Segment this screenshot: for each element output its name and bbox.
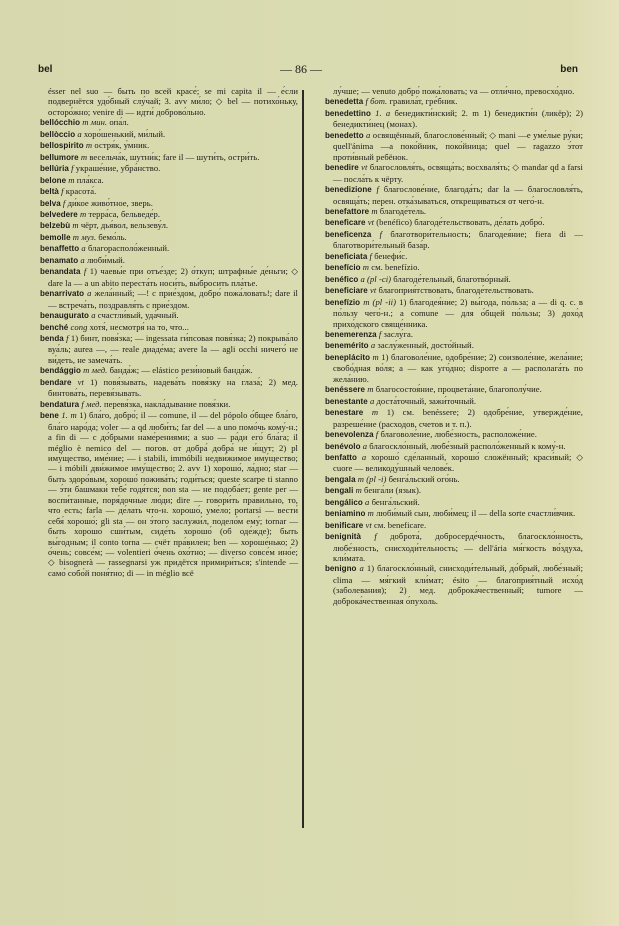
dictionary-entry [325,108,583,130]
grammar-label: f [369,250,372,261]
definition-text: благословля́ть, освяща́ть; восхваля́ть; ◇ mandar qd a farsi — посла́ть к чёрту. [333,162,583,184]
definition-text: терра́са, бельведе́р. [88,208,161,219]
definition-text: лу́чше; — venuto добро́ пожа́ловать; va — отли́чно, превосхо́дно. [333,86,575,96]
dictionary-entry [40,186,298,197]
column-divider [302,90,304,828]
definition-text: гравила́т, гре́бник. [389,96,458,107]
grammar-label: vt [77,376,84,387]
headword: beneficare [325,218,366,228]
definition-text: украше́ние, убра́нство. [75,163,161,174]
headword: benemerenza [325,329,377,339]
grammar-label: a [359,563,364,574]
grammar-label: m мед. [83,365,108,376]
dictionary-entry [40,333,298,365]
grammar-label: cong [70,321,88,332]
definition-text: ди́кое живо́тное, зверь. [67,197,153,208]
definition-text: благоскло́нный, любе́зный располо́женный к кому́-н. [369,440,566,451]
headword: beneficiare [325,286,368,296]
headword: benefattore [325,206,370,216]
dictionary-entry [40,117,298,128]
grammar-label: f [66,332,69,343]
headword: benda [40,333,64,343]
grammar-label: vt [367,217,375,228]
dictionary-entry [40,255,298,266]
dictionary-entry [40,243,298,254]
grammar-label: 1. m [61,410,77,421]
dictionary-entry [40,220,298,231]
dictionary-entry [325,508,583,519]
definition-text: благоде́тельный, благотво́рный. [393,273,511,284]
dictionary-entry [325,563,583,606]
dictionary-entry [325,407,583,429]
definition-text: 1) повя́зывать, надева́ть повя́зку на глаза́; 2) мед. бинтова́ть, перевя́зывать. [48,376,298,399]
headword: benestante [325,396,368,406]
headword: bellúria [40,164,69,174]
headword: benaffetto [40,244,80,254]
page-number: — 86 — [280,62,322,76]
grammar-label: a [365,496,370,507]
headword: bene [40,411,59,421]
grammar-label: m [72,220,79,231]
headword: beneficenza [325,229,372,239]
grammar-label: a [91,310,96,321]
grammar-label: f [378,328,382,339]
dictionary-entry [325,340,583,351]
headword: benamato [40,255,79,265]
definition-text: 1) благодея́ние; 2) вы́года, по́льза; a — di q. c. в по́льзу чего́-н.; a comune — для о́бщей по́льзы; 3) дохо́д прихо́дского свяще́нника. [333,296,583,329]
dictionary-entry [40,288,298,310]
dictionary-entry [40,163,298,174]
headword: belva [40,198,61,208]
grammar-label: m (pl -ii) [363,296,397,307]
definition-text: хоро́шенький, ми́лый. [83,128,166,139]
dictionary-entry [40,365,298,376]
definition-text: перевя́зка, накла́дывание повя́зки. [103,398,231,409]
grammar-label: m [367,508,374,519]
grammar-label: a [361,451,367,462]
dictionary-entry [325,206,583,217]
grammar-label: f [61,186,64,197]
headword: bellospirito [40,141,84,151]
definition-text: благотвори́тельность; благодея́ние; fiera di — благотвори́тельный база́р. [333,228,583,251]
dictionary-entry [325,429,583,440]
dictionary-entry [40,129,298,140]
dictionary-entry [325,262,583,273]
definition-text: хотя́, несмотря́ на то, что... [89,321,189,332]
grammar-label: a [366,129,371,140]
dictionary-entry [40,322,298,333]
dictionary-entry [325,531,583,563]
definition-text: бенедикти́нский; 2. m 1) бенедикти́н (ликёр); 2) бенедикти́нец (монах). [333,107,584,130]
headword: benefício [325,263,361,273]
grammar-label: a [77,128,82,139]
headword: bemolle [40,232,71,242]
grammar-label: a [369,395,375,406]
definition-text: (benéfico) благоде́тельствовать, де́лать добро́. [376,217,545,228]
headword: belvedere [40,209,78,219]
headword: bendatura [40,399,80,409]
dictionary-entry [325,396,583,407]
grammar-label: vt [370,285,377,296]
grammar-label: m [371,407,379,418]
definition-text: пла́кса. [76,174,104,185]
headword: benché [40,322,69,332]
headword: benedetta [325,97,364,107]
grammar-label: f мед. [81,398,102,409]
definition-text: заслу́женный, досто́йный. [377,340,474,351]
grammar-label: m мин. [82,117,108,128]
headword: bengálico [325,497,363,507]
headword: benedettino [325,108,371,118]
headword: benificare [325,520,364,530]
right-guide-word: ben [560,64,578,75]
grammar-label: f [83,266,87,277]
dictionary-entry [325,485,583,496]
definition-text: благоде́тель. [379,205,427,216]
headword: beniamino [325,509,366,519]
definition-text: бемо́ль. [98,231,127,242]
headword: bellumore [40,152,79,162]
definition-text: люби́мый сын, люби́мец; il — della sorte счастли́вчик. [376,508,576,519]
dictionary-entry [325,352,583,384]
headword: benevolenza [325,430,374,440]
grammar-label: m [367,384,374,395]
headword: benedetto [325,130,364,140]
definition-text: красота́. [65,186,97,197]
page-header [38,64,578,78]
grammar-label: m [372,351,379,362]
headword: benaugurato [40,311,89,321]
dictionary-entry [40,209,298,220]
definition-text: 1) бинт, повя́зка; — ingessata ги́псовая повя́зка; 2) покрыва́ло вуа́ль; aurea —, — reale диаде́ма; avere la — agli occhi ничего́ не ви́деть, не замеча́ть. [48,332,298,365]
definition-text: счастли́вый, уда́чный. [97,310,179,321]
grammar-label: vt [365,519,372,530]
definition-text: ésser nel suo — быть по всей красе́; se mi capita il — е́сли подвернётся удо́бный слу́чай; 3. avv ми́ло; ◇ bel — потихо́ньку, осторо́жно; venire di — идти́ доброво́льно. [48,86,298,117]
dictionary-entry [325,497,583,508]
grammar-label: a [81,243,86,254]
grammar-label: f бот. [365,96,388,107]
definition-text: чёрт, дья́вол, вельзеву́л. [80,220,169,231]
dictionary-entry [325,285,583,296]
left-guide-word: bel [38,64,53,75]
dictionary-entry [40,198,298,209]
grammar-label: m [85,140,93,151]
definition-text: благослове́ние, благода́ть; dar la — благословля́ть, освяща́ть; перен. отка́зываться, открещиваться от чего́-н. [333,184,583,206]
dictionary-entry [40,377,298,399]
definition-text: благосостоя́ние, процвета́ние, благополу́чие. [375,384,542,395]
dictionary-entry [325,217,583,228]
headword: beneficiata [325,251,368,261]
headword: bellòccio [40,129,76,139]
definition-text: бенга́льский. [371,496,420,507]
headword: benévolo [325,441,361,451]
dictionary-entry [325,184,583,206]
definition-text: весельча́к, шутни́к; fare il — шути́ть, остри́ть. [89,151,260,162]
headword: belone [40,175,67,185]
headword: bendággio [40,366,81,376]
dictionary-entry [325,86,583,96]
dictionary-entry [40,310,298,321]
definition-text: жела́нный; —! с прие́здом, добро́ пожа́ловать!; dare il — встреча́ть, поздравля́ть с прие́здом. [48,288,298,310]
definition-text: 1) благоскло́нный, снисходи́тельный, до́брый, любе́зный; clima — мя́гкий кли́мат; ésito — благоприя́тный исхо́д (заболевания); 2) мед. доброка́чественный; tumore — доброка́чественная о́пухоль. [333,563,584,606]
headword: benestare [325,408,364,418]
definition-text: бенга́льский ого́нь. [388,473,460,484]
grammar-label: m [362,262,370,273]
grammar-label: f [62,197,66,208]
grammar-label: a (pl -ci) [360,273,392,284]
grammar-label: m [80,208,87,219]
grammar-label: m (pl -i) [357,473,387,484]
dictionary-entry [325,441,583,452]
dictionary-entry [325,162,583,184]
headword: benefízio [325,297,361,307]
headword: benéfico [325,274,359,284]
headword: bendare [40,377,72,387]
dictionary-entry [325,229,583,251]
dictionary-entry [40,266,298,288]
headword: benedire [325,163,359,173]
definition-text: бенга́ли (язык). [364,485,422,496]
dictionary-entry [40,175,298,186]
headword: benemérito [325,341,369,351]
dictionary-entry [325,297,583,329]
dictionary-entry [40,410,298,578]
dictionary-entry [325,520,583,531]
definition-text: благоприя́тствовать, благоде́тельствовать. [378,285,534,296]
definition-text: банда́ж; — elástico рези́новый банда́ж. [109,365,253,376]
dictionary-entry [325,329,583,340]
headword: benignità [325,532,362,542]
grammar-label: f [71,163,74,174]
dictionary-entry [325,274,583,285]
grammar-label: m [371,205,378,216]
grammar-label: m [68,174,75,185]
headword: bengali [325,486,354,496]
definition-text: 1) чаевы́е при отъе́зде; 2) о́ткуп; штрафны́е де́ньги; ◇ dare la — a un abito переста́ть носи́ть, вы́бросить пла́тье. [48,266,299,288]
grammar-label: a [362,440,368,451]
dictionary-entry [40,86,298,117]
definition-text: см. beneficare. [374,519,427,530]
headword: beltà [40,187,59,197]
grammar-label: vt [361,162,368,173]
grammar-label: f [374,531,377,542]
dictionary-entry [40,140,298,151]
headword: benarrivato [40,289,85,299]
headword: bengala [325,474,356,484]
grammar-label: f [379,228,383,239]
headword: benéssere [325,385,366,395]
headword: benandata [40,267,81,277]
definition-text: остря́к, у́мник. [94,140,150,151]
grammar-label: a [87,288,92,299]
grammar-label: 1. a [375,107,391,118]
left-column [40,86,298,578]
grammar-label: m [355,485,362,496]
grammar-label: f [375,429,379,440]
grammar-label: a [80,254,85,265]
right-column [325,86,583,606]
definition-text: 1) см. benéssere; 2) одобре́ние, утвержде́ние, разреше́ние (расходов, счетов и т. п.). [333,407,583,429]
headword: beneplácito [325,352,371,362]
headword: benfatto [325,452,357,462]
grammar-label: m [80,151,88,162]
grammar-label: a [370,340,376,351]
dictionary-entry [40,399,298,410]
headword: benigno [325,564,357,574]
dictionary-entry [40,152,298,163]
dictionary-entry [325,452,583,474]
headword: belzebù [40,221,71,231]
dictionary-entry [325,474,583,485]
definition-text: см. benefízio. [371,262,420,273]
definition-text: 1) бла́го, добро́; il — comune, il — del pópolo о́бщее бла́го, бла́го наро́да; voler — a qd люби́ть; far del — a uno помо́чь кому́-н.; a fin di — с до́брыми наме́рениями; a suo — ра́ди его́ бла́га; il méglio è nemico del — погов. от добра́ добра́ не и́щут; 2) pl иму́щество, име́ние; — i stabili, immóbili недви́жимое иму́щество; — i móbili дви́жимое иму́щество; 2. avv 1) хорошо́, ла́дно; star — быть здоро́вым, хорошо́ пожива́ть; годи́ться; queste scarpe ti stanno — э́ти башмаки́ тебе́ годя́тся; non sta — не подоба́ет; gente per — воспи́танные, поря́дочные лю́ди; dire — говори́ть пра́вильно, то, что есть; farla — де́лать что-н. хорошо́, уме́ло; portarsi — вести́ себя́ хорошо́; gli sta — он э́того заслужи́л, подело́м ему́; tornar — быть хорошо́ сши́тым, сиде́ть хорошо́ (об оде́жде); быть вы́годным; il conto torna — счёт пра́вилен; ben — хороше́нько; 2) о́чень; совсе́м; — volentieri о́чень охо́тно; — diverso совсе́м ино́е; ◇ bisognerà — rassegnarsi уж придётся примири́ться; s'intende — само́ собо́й поня́тно; di — in méglio всё [48,410,298,578]
dictionary-entry [325,251,583,262]
definition-text: бенефи́с. [374,250,408,261]
definition-text: благоволе́ние, любе́зность, расположе́ние. [380,429,537,440]
definition-text: благорасполо́женный. [87,243,170,254]
headword: benedizione [325,185,372,195]
grammar-label: m муз. [72,231,97,242]
definition-text: опа́л. [109,117,129,128]
definition-text: люби́мый. [86,254,125,265]
definition-text: хорошо́ сде́ланный, хорошо́ сложённый; краси́вый; ◇ cuore — великоду́шный челове́к. [333,451,583,474]
dictionary-entry [325,384,583,395]
dictionary-entry [325,130,583,162]
grammar-label: f [376,184,379,195]
definition-text: доста́точный, зажи́точный. [376,395,477,406]
definition-text: доброта́, добросерде́чность, благоскло́нность, любе́зность, снисходи́тельность; — dell'ária мя́гкость во́здуха, кли́мата. [333,531,583,564]
dictionary-entry [325,96,583,107]
definition-text: 1) благоволе́ние, одобре́ние; 2) соизволе́ние, жела́ние; свобо́дная во́ля; a — как уго́дно; disporre a — располага́ть по жела́нию. [333,351,583,384]
dictionary-entry [40,232,298,243]
definition-text: заслу́га. [383,328,414,339]
headword: bellócchio [40,118,81,128]
definition-text: освящённый, благослове́нный; ◇ mani —e уме́лые ру́ки; quell'ánima —a поко́йник, поко́йница; quel — ragazzo э́тот проти́вный ребёнок. [333,129,584,162]
